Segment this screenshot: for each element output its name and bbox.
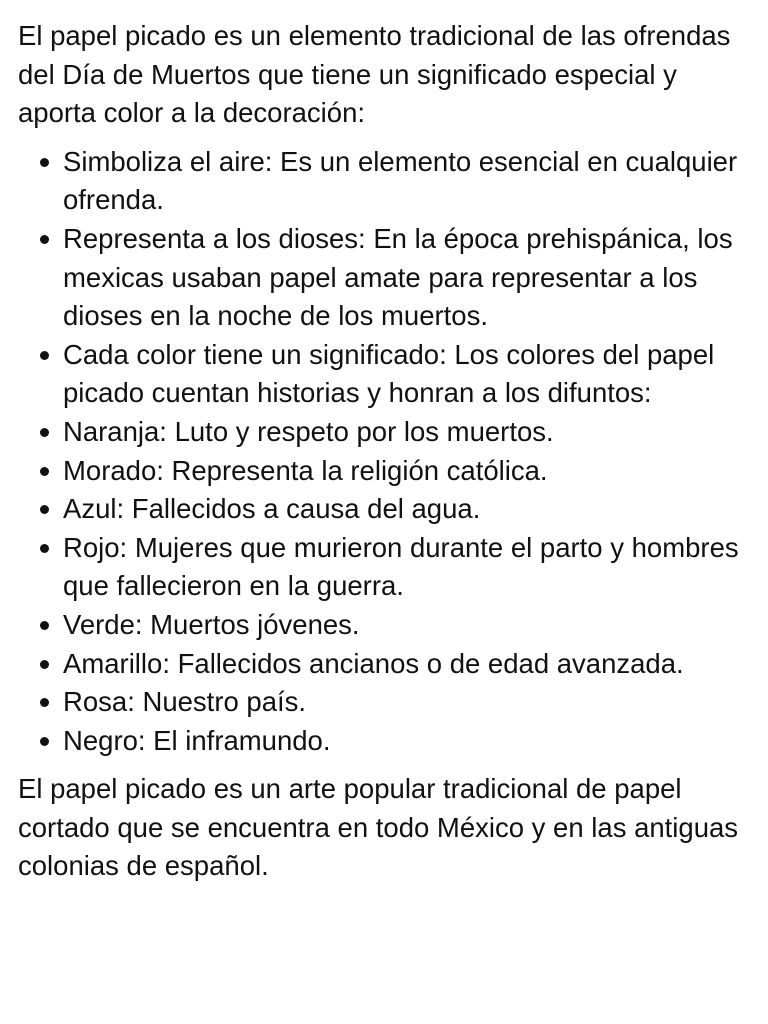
bullet-dot-icon xyxy=(40,698,49,707)
list-item xyxy=(18,645,750,684)
list-item xyxy=(18,606,750,645)
list-item xyxy=(18,413,750,452)
list-item-text: Simboliza el aire: Es un elemento esencial en cualquier ofrenda. xyxy=(63,145,738,216)
list-item xyxy=(18,336,750,413)
bullet-dot-icon xyxy=(40,505,49,514)
list-item-text: Rosa: Nuestro país. xyxy=(63,686,307,718)
list-item xyxy=(18,452,750,491)
bullet-dot-icon xyxy=(40,158,49,167)
list-item xyxy=(18,683,750,722)
bullet-dot-icon xyxy=(40,660,49,669)
bullet-dot-icon xyxy=(40,351,49,360)
bullet-dot-icon xyxy=(40,737,49,746)
list-item-text: Rojo: Mujeres que murieron durante el parto y hombres que fallecieron en la guerra. xyxy=(63,531,739,602)
list-item-text: Verde: Muertos jóvenes. xyxy=(63,608,360,640)
list-item-text: Representa a los dioses: En la época prehispánica, los mexicas usaban papel amate para representar a los dioses en la noche de los muertos. xyxy=(63,222,733,332)
bullet-list xyxy=(18,143,750,761)
list-item-text: Azul: Fallecidos a causa del agua. xyxy=(63,493,481,525)
list-item xyxy=(18,529,750,606)
closing-paragraph: El papel picado es un arte popular tradicional de papel cortado que se encuentra en todo México y en las antiguas colonias de español. xyxy=(18,773,739,882)
list-item-text: Negro: El inframundo. xyxy=(63,724,331,756)
list-item xyxy=(18,143,750,220)
bullet-dot-icon xyxy=(40,428,49,437)
list-item-text: Naranja: Luto y respeto por los muertos. xyxy=(63,415,554,447)
list-item xyxy=(18,220,750,336)
bullet-dot-icon xyxy=(40,544,49,553)
bullet-dot-icon xyxy=(40,235,49,244)
bullet-dot-icon xyxy=(40,467,49,476)
intro-paragraph: El papel picado es un elemento tradicional de las ofrendas del Día de Muertos que tiene un significado especial y aporta color a la decoración: xyxy=(18,20,731,129)
list-item-text: Amarillo: Fallecidos ancianos o de edad avanzada. xyxy=(63,647,684,679)
list-item xyxy=(18,490,750,529)
bullet-dot-icon xyxy=(40,621,49,630)
list-item xyxy=(18,722,750,761)
list-item-text: Cada color tiene un significado: Los colores del papel picado cuentan historias y honran a los difuntos: xyxy=(63,338,715,409)
list-item-text: Morado: Representa la religión católica. xyxy=(63,454,548,486)
